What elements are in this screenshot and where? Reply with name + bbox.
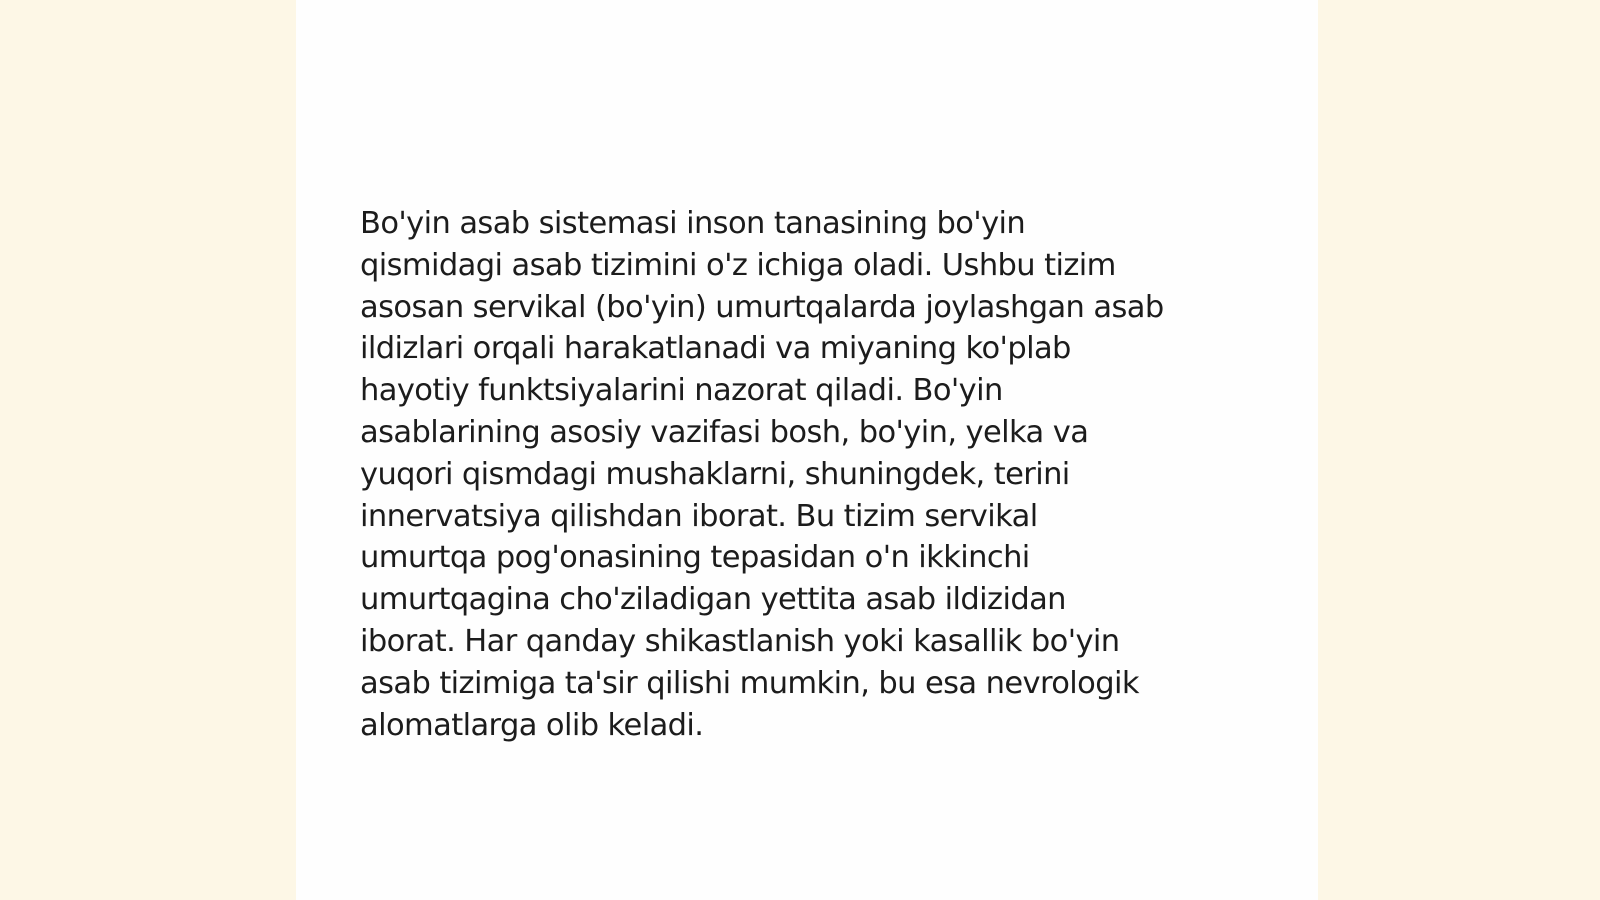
body-line: umurtqa pog'onasining tepasidan o'n ikkinchi: [360, 540, 1030, 576]
body-line: asab tizimiga ta'sir qilishi mumkin, bu esa nevrologik: [360, 665, 1139, 701]
document-page: [296, 0, 1318, 900]
body-line: iborat. Har qanday shikastlanish yoki kasallik bo'yin: [360, 623, 1120, 659]
right-margin-panel: [1318, 0, 1600, 900]
body-line: asosan servikal (bo'yin) umurtqalarda joylashgan asab: [360, 289, 1164, 325]
body-line: Bo'yin asab sistemasi inson tanasining bo'yin: [360, 206, 1026, 241]
body-line: innervatsiya qilishdan iborat. Bu tizim servikal: [360, 498, 1038, 534]
body-line: qismidagi asab tizimini o'z ichiga oladi. Ushbu tizim: [360, 247, 1116, 283]
body-line: hayotiy funktsiyalarini nazorat qiladi. Bo'yin: [360, 373, 1003, 409]
body-line: yuqori qismdagi mushaklarni, shuningdek, terini: [360, 456, 1070, 492]
left-margin-panel: [0, 0, 296, 900]
body-line: umurtqagina cho'ziladigan yettita asab ildizidan: [360, 582, 1066, 618]
body-line: alomatlarga olib keladi.: [360, 707, 704, 743]
body-line: ildizlari orqali harakatlanadi va miyaning ko'plab: [360, 331, 1071, 367]
body-paragraph: [360, 203, 1260, 746]
body-line: asablarining asosiy vazifasi bosh, bo'yin, yelka va: [360, 414, 1089, 450]
